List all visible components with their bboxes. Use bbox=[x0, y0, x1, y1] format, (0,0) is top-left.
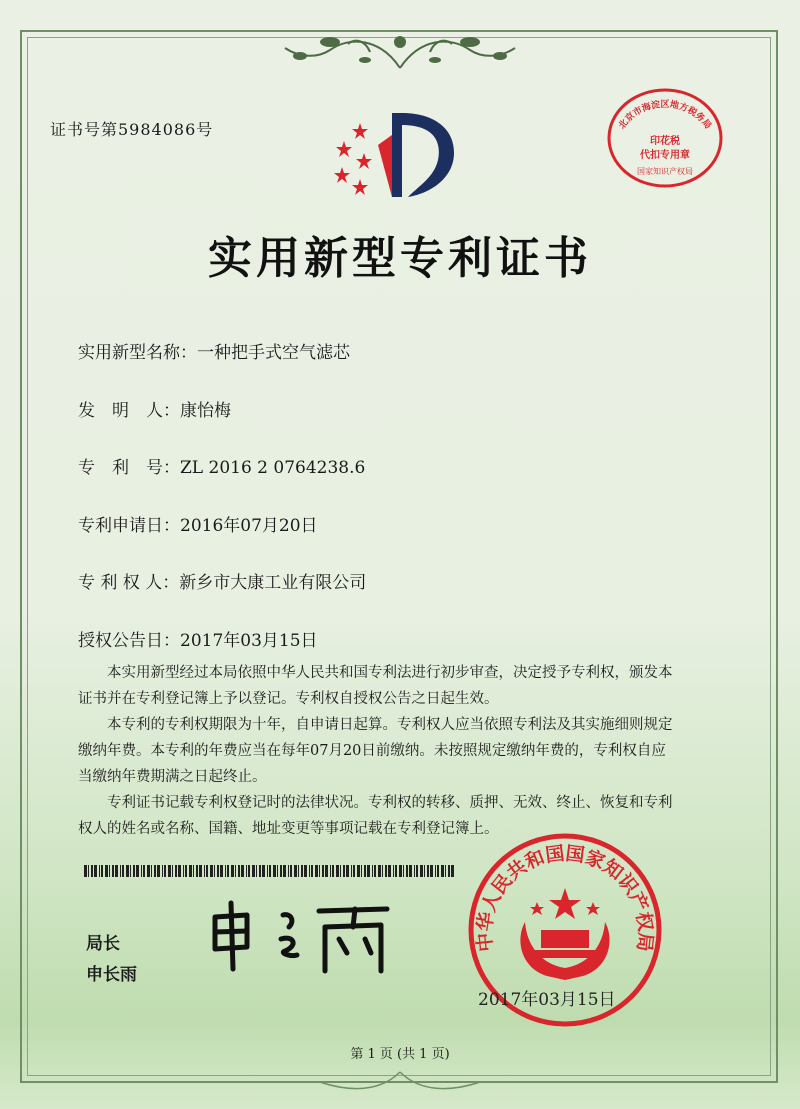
field-value: ZL 2016 2 0764238.6 bbox=[180, 458, 366, 478]
certificate-number: 证书号第5984086号 bbox=[50, 120, 214, 139]
tax-seal-line-2: 代扣专用章 bbox=[640, 150, 690, 161]
field-label: 授权公告日： bbox=[78, 631, 180, 651]
field-label: 发 明 人： bbox=[78, 401, 180, 421]
top-ornament bbox=[270, 28, 530, 72]
field-value: 新乡市大康工业有限公司 bbox=[179, 573, 367, 593]
tax-seal-line-1: 印花税 bbox=[650, 136, 680, 147]
director-title: 局长 bbox=[86, 934, 120, 954]
field-label: 专利申请日： bbox=[78, 516, 180, 536]
field-value: 一种把手式空气滤芯 bbox=[197, 343, 350, 363]
field-patent-number bbox=[78, 453, 365, 478]
field-value: 2016年07月20日 bbox=[180, 516, 318, 536]
field-label: 实用新型名称： bbox=[78, 343, 197, 363]
body-paragraph-2: 本专利的专利权期限为十年，自申请日起算。专利权人应当依照专利法及其实施细则规定缴纳年费。本专利的年费应当在每年07月20日前缴纳。未按照规定缴纳年费的，专利权自应当缴纳年费期满之日起终止。 bbox=[78, 717, 673, 785]
director-name: 申长雨 bbox=[86, 965, 137, 985]
seal-date: 2017年03月15日 bbox=[478, 990, 616, 1010]
national-seal-text: 中华人民共和国国家知识产权局 bbox=[473, 842, 657, 953]
director-signature bbox=[205, 895, 395, 975]
body-paragraph-3: 专利证书记载专利权登记时的法律状况。专利权的转移、质押、无效、终止、恢复和专利权人的姓名或名称、国籍、地址变更等事项记载在专利登记簿上。 bbox=[78, 795, 673, 837]
patent-office-emblem-icon bbox=[320, 105, 470, 200]
field-inventor bbox=[78, 396, 231, 421]
body-paragraph-1: 本实用新型经过本局依照中华人民共和国专利法进行初步审查，决定授予专利权，颁发本证书并在专利登记簿上予以登记。专利权自授权公告之日起生效。 bbox=[78, 665, 673, 707]
field-value: 2017年03月15日 bbox=[180, 631, 318, 651]
page-footer: 第 1 页 (共 1 页) bbox=[350, 1047, 450, 1062]
svg-text:北京市海淀区地方税务局 bbox=[616, 98, 714, 131]
field-label: 专 利 号： bbox=[78, 458, 180, 478]
tax-stamp-seal bbox=[600, 80, 730, 190]
tax-seal-text: 北京市海淀区地方税务局 bbox=[617, 99, 713, 132]
field-value: 康怡梅 bbox=[180, 401, 231, 421]
bottom-ornament bbox=[300, 1068, 500, 1096]
field-patentee bbox=[78, 568, 366, 593]
field-announcement-date bbox=[78, 626, 318, 651]
body-paragraphs bbox=[78, 660, 678, 842]
field-filing-date bbox=[78, 511, 318, 536]
field-utility-model-name bbox=[78, 338, 350, 363]
certificate-title: 实用新型专利证书 bbox=[208, 233, 592, 284]
barcode bbox=[84, 865, 454, 877]
field-label: 专 利 权 人： bbox=[78, 573, 180, 593]
tax-seal-line-3: 国家知识产权局 bbox=[637, 167, 693, 176]
